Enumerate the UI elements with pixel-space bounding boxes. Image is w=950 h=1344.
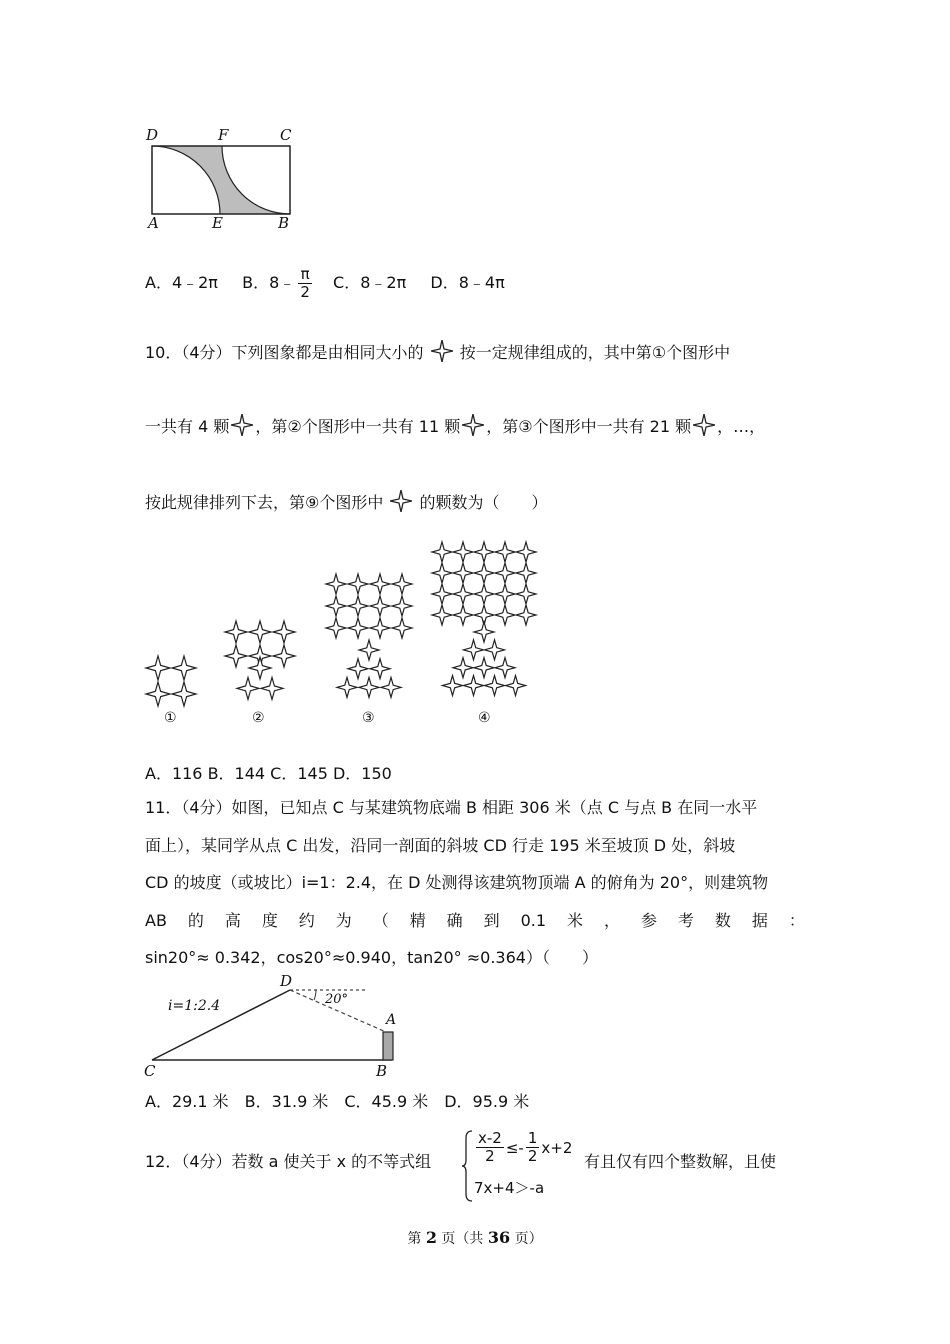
q11-word: ： — [788, 911, 805, 930]
star-icon — [495, 563, 515, 583]
q9-option-b: B．8﹣ — [242, 273, 296, 292]
star-icon — [474, 563, 494, 583]
q10-text: 的颗数为（ ） — [419, 493, 548, 512]
star-icon — [506, 676, 526, 696]
star-icon — [485, 676, 505, 696]
q10-line-1 — [145, 340, 730, 363]
star-icon — [359, 677, 379, 697]
shaded-region — [152, 146, 290, 214]
q11-line-5: sin20°≈ 0.342，cos20°≈0.940，tan20° ≈0.364）（ ） — [145, 948, 598, 967]
star-icon — [462, 414, 484, 436]
frac-numerator: 1 — [527, 1129, 538, 1147]
label-f: F — [218, 126, 229, 144]
q11-word: 确 — [446, 911, 463, 930]
star-icon — [249, 621, 271, 643]
star-icon — [390, 490, 412, 512]
q11-word: 据 — [751, 911, 768, 930]
q11-word: 数 — [714, 911, 731, 930]
footer-total-pages: 36 — [487, 1228, 511, 1247]
q11-word: （ — [372, 911, 389, 930]
inequality-row-2: 7x+4＞-a — [474, 1179, 545, 1197]
q11-word: 为 — [335, 911, 352, 930]
q11-word: 米 — [567, 911, 584, 930]
star-icon — [348, 574, 368, 594]
star-icon — [237, 677, 259, 699]
star-icon — [326, 618, 346, 638]
q11-word: 度 — [261, 911, 278, 930]
slope-label: i=1:2.4 — [168, 998, 221, 1014]
label-e: E — [212, 214, 223, 232]
q11-word: ， — [603, 911, 620, 930]
q11-line-1: 11．（4分）如图，已知点 C 与某建筑物底端 B 相距 306 米（点 C 与点 B 在同一水平 — [145, 798, 758, 817]
q9-option-c: C．8﹣2π — [333, 273, 407, 292]
star-icon — [474, 542, 494, 562]
inequality-tail: x+2 — [541, 1138, 573, 1157]
star-icon — [326, 574, 346, 594]
q10-text: ，第②个图形中一共有 11 颗 — [255, 417, 461, 436]
page-footer — [0, 1228, 950, 1248]
brace-icon — [462, 1130, 474, 1202]
footer-mid: 页（共 — [436, 1231, 488, 1247]
star-icon — [172, 682, 196, 706]
star-icon — [443, 676, 463, 696]
q11-word: 参 — [640, 911, 657, 930]
q11-word: 的 — [187, 911, 204, 930]
star-icon — [485, 640, 505, 660]
frac-one-half — [526, 1130, 540, 1165]
q12-text-a: 12．（4分）若数 a 使关于 x 的不等式组 — [145, 1152, 432, 1171]
fig-label-1: ① — [164, 710, 177, 726]
inequality-system — [462, 1130, 582, 1202]
star-icon — [464, 640, 484, 660]
star-icon — [273, 645, 295, 667]
star-icon — [348, 659, 368, 679]
star-icon — [370, 659, 390, 679]
label-c: C — [280, 126, 292, 144]
star-icon — [273, 621, 295, 643]
fig-label-3: ③ — [362, 710, 375, 726]
angle-label: 20° — [325, 992, 349, 1007]
label-b: B — [278, 214, 290, 232]
star-icon — [225, 621, 247, 643]
q9-option-a: A．4﹣2π — [145, 273, 218, 292]
label-d: D — [146, 126, 159, 144]
star-icon — [370, 574, 390, 594]
q11-line-2: 面上），某同学从点 C 出发，沿同一剖面的斜坡 CD 行走 195 米至坡顶 D 处，斜坡 — [145, 836, 736, 855]
q11-figure — [140, 972, 420, 1083]
star-icon — [392, 618, 412, 638]
q9-option-d: D．8﹣4π — [430, 273, 505, 292]
q11-line-3: CD 的坡度（或坡比）i=1：2.4，在 D 处测得该建筑物顶端 A 的俯角为 20°，则建筑物 — [145, 873, 769, 892]
star-icon — [249, 657, 271, 679]
star-icon — [464, 676, 484, 696]
q10-text: 按此规律排列下去，第⑨个图形中 — [145, 493, 384, 512]
building-ab — [383, 1032, 393, 1060]
star-icon — [693, 414, 715, 436]
star-icon — [146, 656, 170, 680]
footer-pre: 第 — [407, 1231, 426, 1247]
star-icon — [495, 658, 515, 678]
frac-numerator: x-2 — [478, 1129, 502, 1147]
star-icon — [453, 584, 473, 604]
label-a: A — [386, 1012, 397, 1028]
star-icon — [453, 605, 473, 625]
frac-denominator: 2 — [476, 1147, 504, 1165]
q10-line-2 — [145, 414, 765, 437]
q10-line-3 — [145, 490, 548, 513]
star-icon — [432, 605, 452, 625]
inequality-row-1 — [474, 1130, 572, 1165]
angle-arc — [314, 990, 316, 1000]
star-icon — [516, 605, 536, 625]
star-icon — [348, 596, 368, 616]
star-icon — [381, 677, 401, 697]
star-icon — [431, 340, 453, 362]
q10-text: 按一定规律组成的，其中第①个图形中 — [459, 343, 731, 362]
label-a: A — [148, 214, 159, 232]
q11-word: 高 — [224, 911, 241, 930]
star-icon — [370, 618, 390, 638]
frac-denominator: 2 — [300, 283, 310, 301]
frac-numerator: π — [300, 265, 310, 283]
q10-text: 10．（4分）下列图象都是由相同大小的 — [145, 343, 424, 362]
q9-option-b-fraction — [298, 266, 312, 301]
star-icon — [225, 645, 247, 667]
q10-pattern-svg — [140, 540, 540, 735]
star-icon — [453, 563, 473, 583]
star-icon — [392, 574, 412, 594]
star-icon — [495, 605, 515, 625]
q10-options: A．116 B．144 C．145 D．150 — [145, 764, 392, 783]
q11-word: 精 — [409, 911, 426, 930]
star-icon — [453, 542, 473, 562]
footer-page-number: 2 — [425, 1228, 437, 1247]
q11-word: 约 — [298, 911, 315, 930]
q11-word: 0.1 — [520, 911, 547, 930]
fig-label-2: ② — [252, 710, 265, 726]
star-icon — [516, 584, 536, 604]
footer-post: 页） — [510, 1231, 543, 1247]
star-icon — [172, 656, 196, 680]
star-icon — [432, 563, 452, 583]
star-icon — [432, 584, 452, 604]
star-icon — [474, 658, 494, 678]
label-d: D — [280, 972, 293, 990]
label-c: C — [144, 1062, 156, 1080]
inequality-op: ≤- — [505, 1138, 524, 1157]
star-icon — [337, 677, 357, 697]
frac-denominator: 2 — [527, 1147, 538, 1165]
star-icon — [516, 542, 536, 562]
q11-options: A．29.1 米 B．31.9 米 C．45.9 米 D．95.9 米 — [145, 1092, 530, 1111]
star-icon — [326, 596, 346, 616]
star-icon — [146, 682, 170, 706]
q11-word: AB — [145, 911, 167, 930]
star-icon — [392, 596, 412, 616]
q12-text-b: 有且仅有四个整数解，且使 — [584, 1152, 777, 1171]
q11-word: 到 — [483, 911, 500, 930]
frac-x-minus-2-over-2 — [476, 1130, 504, 1165]
star-icon — [474, 622, 494, 642]
q11-word: 考 — [677, 911, 694, 930]
q11-line-4 — [145, 911, 805, 931]
q9-figure — [140, 124, 300, 234]
fig-label-4: ④ — [478, 710, 491, 726]
q10-text: ，第③个图形中一共有 21 颗 — [486, 417, 692, 436]
q9-options — [145, 264, 505, 302]
star-icon — [370, 596, 390, 616]
q10-pattern-figure — [140, 540, 540, 735]
star-icon — [474, 584, 494, 604]
star-icon — [359, 640, 379, 660]
label-b: B — [376, 1062, 388, 1080]
star-icon — [495, 584, 515, 604]
star-icon — [432, 542, 452, 562]
star-icon — [261, 677, 283, 699]
star-icon — [231, 414, 253, 436]
star-icon — [495, 542, 515, 562]
q10-text: ，…， — [717, 417, 766, 436]
star-icon — [516, 563, 536, 583]
star-icon — [348, 618, 368, 638]
star-icon — [453, 658, 473, 678]
q10-text: 一共有 4 颗 — [145, 417, 230, 436]
